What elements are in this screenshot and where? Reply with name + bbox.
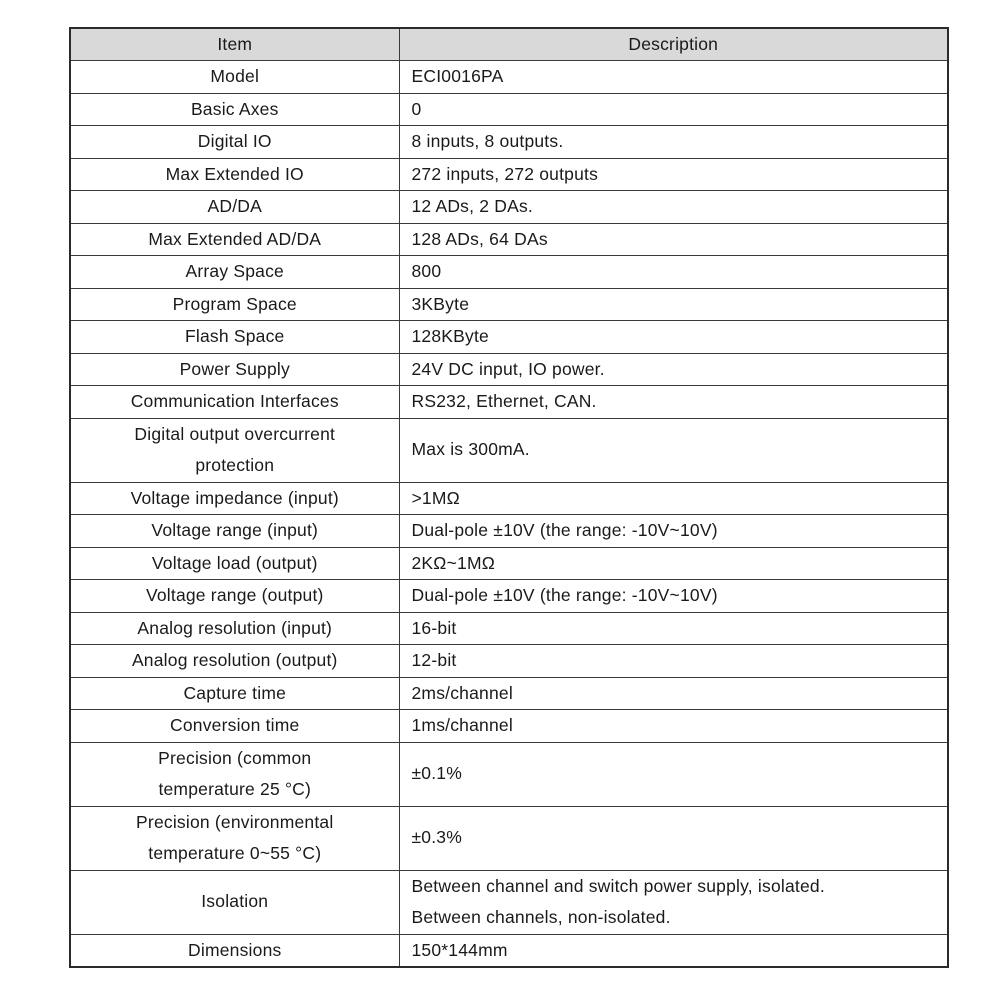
item-text: Analog resolution (input) bbox=[137, 617, 333, 638]
item-text: protection bbox=[195, 455, 275, 475]
table-body bbox=[70, 61, 948, 968]
description-cell bbox=[399, 353, 948, 386]
description-cell bbox=[399, 710, 948, 743]
description-text: 24V DC input, IO power. bbox=[411, 358, 605, 379]
table-row bbox=[70, 386, 948, 419]
item-cell bbox=[70, 806, 399, 870]
description-text: 2ms/channel bbox=[411, 682, 513, 703]
item-text: Array Space bbox=[185, 261, 284, 281]
column-header-description: Description bbox=[399, 28, 948, 61]
item-cell bbox=[70, 93, 399, 126]
table-row bbox=[70, 256, 948, 289]
item-text: temperature 25 °C) bbox=[158, 779, 312, 799]
item-text: Voltage range (output) bbox=[145, 585, 324, 605]
description-cell bbox=[399, 93, 948, 126]
item-text: Analog resolution (output) bbox=[131, 650, 338, 670]
item-text: Digital output overcurrent bbox=[134, 423, 336, 444]
item-text: Flash Space bbox=[185, 326, 285, 346]
description-cell bbox=[399, 126, 948, 159]
item-text: Program Space bbox=[172, 293, 297, 314]
description-text: 0 bbox=[411, 98, 422, 119]
table-row bbox=[70, 223, 948, 256]
description-cell bbox=[399, 418, 948, 482]
item-text: Power Supply bbox=[179, 358, 290, 379]
description-cell bbox=[399, 61, 948, 94]
item-text: Max Extended IO bbox=[165, 163, 304, 184]
item-cell bbox=[70, 580, 399, 613]
item-text: Precision (common bbox=[158, 747, 312, 768]
description-text: 272 inputs, 272 outputs bbox=[411, 163, 599, 184]
item-cell bbox=[70, 515, 399, 548]
description-text: Between channels, non-isolated. bbox=[411, 907, 671, 927]
table-row bbox=[70, 321, 948, 354]
item-text: Capture time bbox=[183, 682, 287, 703]
description-text: ±0.1% bbox=[411, 763, 462, 784]
description-text: >1MΩ bbox=[411, 487, 460, 508]
description-cell bbox=[399, 288, 948, 321]
description-cell bbox=[399, 158, 948, 191]
description-text: RS232, Ethernet, CAN. bbox=[411, 391, 597, 411]
item-cell bbox=[70, 288, 399, 321]
item-cell bbox=[70, 256, 399, 289]
description-cell bbox=[399, 934, 948, 967]
item-cell bbox=[70, 418, 399, 482]
item-text: Voltage load (output) bbox=[151, 552, 318, 573]
item-text: Precision (environmental bbox=[136, 811, 334, 832]
item-text: AD/DA bbox=[207, 196, 262, 216]
description-text: 128KByte bbox=[411, 326, 489, 346]
description-cell bbox=[399, 191, 948, 224]
description-text: 16-bit bbox=[411, 617, 457, 638]
description-cell bbox=[399, 677, 948, 710]
table-row bbox=[70, 482, 948, 515]
description-cell bbox=[399, 806, 948, 870]
description-text: ECI0016PA bbox=[411, 66, 504, 86]
item-cell bbox=[70, 645, 399, 678]
item-cell bbox=[70, 742, 399, 806]
item-text: Voltage range (input) bbox=[151, 520, 319, 540]
description-text: 800 bbox=[411, 261, 442, 281]
description-cell bbox=[399, 321, 948, 354]
description-text: Between channel and switch power supply, isolated. bbox=[411, 875, 825, 896]
table-row bbox=[70, 934, 948, 967]
table-row bbox=[70, 612, 948, 645]
item-text: Voltage impedance (input) bbox=[130, 487, 339, 508]
item-cell bbox=[70, 158, 399, 191]
item-cell bbox=[70, 677, 399, 710]
column-header-item: Item bbox=[70, 28, 399, 61]
item-cell bbox=[70, 321, 399, 354]
description-text: 150*144mm bbox=[411, 939, 508, 960]
description-text: 8 inputs, 8 outputs. bbox=[411, 131, 564, 151]
description-text: 3KByte bbox=[411, 293, 470, 314]
item-cell bbox=[70, 934, 399, 967]
description-cell bbox=[399, 547, 948, 580]
description-cell bbox=[399, 223, 948, 256]
specification-table bbox=[69, 27, 949, 968]
description-text: Max is 300mA. bbox=[411, 439, 530, 460]
item-cell bbox=[70, 710, 399, 743]
description-cell bbox=[399, 870, 948, 934]
table-row bbox=[70, 742, 948, 806]
item-text: Digital IO bbox=[197, 131, 272, 151]
description-text: 2KΩ~1MΩ bbox=[411, 552, 495, 573]
table-row bbox=[70, 806, 948, 870]
table-row bbox=[70, 158, 948, 191]
description-text: 12-bit bbox=[411, 650, 457, 670]
item-cell bbox=[70, 61, 399, 94]
description-cell bbox=[399, 645, 948, 678]
item-text: Max Extended AD/DA bbox=[148, 228, 322, 249]
table-row bbox=[70, 191, 948, 224]
item-text: Model bbox=[210, 66, 260, 86]
item-cell bbox=[70, 386, 399, 419]
item-cell bbox=[70, 870, 399, 934]
table-row bbox=[70, 353, 948, 386]
header-row bbox=[70, 28, 948, 61]
table-row bbox=[70, 580, 948, 613]
table-row bbox=[70, 126, 948, 159]
description-cell bbox=[399, 580, 948, 613]
table-row bbox=[70, 288, 948, 321]
item-text: Dimensions bbox=[188, 939, 282, 960]
description-cell bbox=[399, 256, 948, 289]
description-text: Dual-pole ±10V (the range: -10V~10V) bbox=[411, 585, 718, 605]
description-cell bbox=[399, 742, 948, 806]
item-text: Conversion time bbox=[170, 715, 300, 735]
item-text: Basic Axes bbox=[190, 98, 279, 119]
item-cell bbox=[70, 612, 399, 645]
table-row bbox=[70, 870, 948, 934]
table-row bbox=[70, 547, 948, 580]
description-text: ±0.3% bbox=[411, 827, 462, 848]
description-cell bbox=[399, 612, 948, 645]
table-row bbox=[70, 93, 948, 126]
description-text: Dual-pole ±10V (the range: -10V~10V) bbox=[411, 520, 718, 540]
table-row bbox=[70, 515, 948, 548]
description-cell bbox=[399, 482, 948, 515]
description-text: 12 ADs, 2 DAs. bbox=[411, 196, 533, 216]
description-cell bbox=[399, 386, 948, 419]
description-cell bbox=[399, 515, 948, 548]
table-row bbox=[70, 677, 948, 710]
item-cell bbox=[70, 223, 399, 256]
item-text: Isolation bbox=[201, 891, 269, 912]
item-cell bbox=[70, 547, 399, 580]
item-cell bbox=[70, 353, 399, 386]
item-text: temperature 0~55 °C) bbox=[148, 843, 322, 863]
item-cell bbox=[70, 191, 399, 224]
description-text: 1ms/channel bbox=[411, 715, 513, 735]
item-text: Communication Interfaces bbox=[130, 391, 339, 411]
table-row bbox=[70, 710, 948, 743]
description-text: 128 ADs, 64 DAs bbox=[411, 228, 548, 249]
table-row bbox=[70, 418, 948, 482]
table-row bbox=[70, 61, 948, 94]
item-cell bbox=[70, 126, 399, 159]
table-row bbox=[70, 645, 948, 678]
item-cell bbox=[70, 482, 399, 515]
